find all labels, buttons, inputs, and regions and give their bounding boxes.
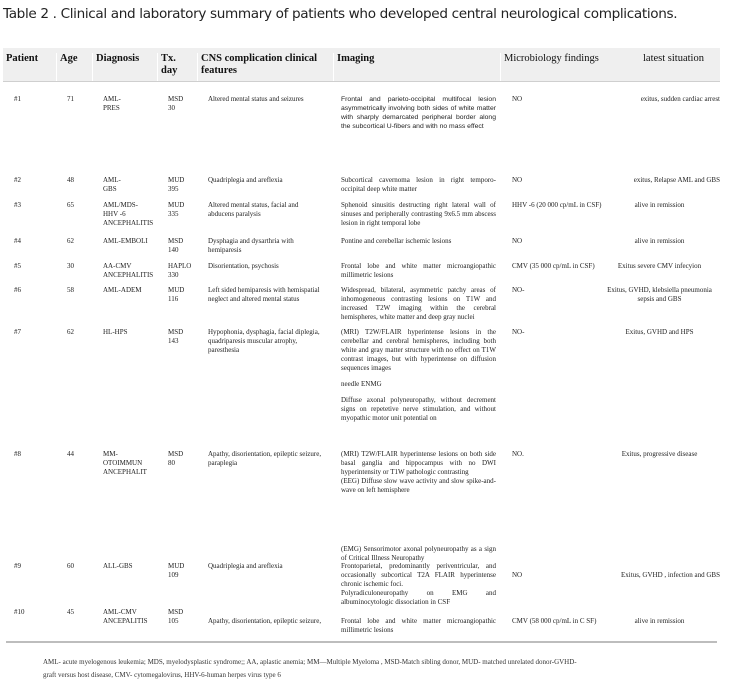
microbiology: HHV -6 (20 000 cp/mL in CSF) [512, 201, 602, 209]
patient-id: #1 [14, 95, 21, 103]
diagnosis: AA-CMV ANCEPHALITIS [103, 262, 154, 279]
cns-features: Disorientation, psychosis [208, 262, 279, 270]
diagnosis: HL-HPS [103, 328, 128, 336]
patient-age: 62 [67, 237, 74, 245]
latest-situation: Exitus, GVHD and HPS [625, 328, 694, 336]
cns-features: Quadriplegia and areflexia [208, 176, 283, 184]
latest-situation: alive in remission [634, 237, 685, 245]
imaging: Frontal lobe and white matter microangiopathic millimetric lesions [341, 262, 496, 279]
imaging: (MRI) T2W/FLAIR hyperintense lesions in the cerebellar and cerebral hemispheres, including both white and gray matter structure with no effect on T1W contrast images, but with hyperintense on diffusion sequences images needle ENMG Diffuse axonal polyneuropathy, without decrement signs on repetetive nerve stimulation, and without myopathic motor unit potential on [341, 328, 496, 422]
header-cns [197, 53, 331, 81]
header-tx-day-line2: day [161, 65, 178, 76]
patient-age: 45 [67, 608, 74, 616]
cns-features: Altered mental status, facial and abducens paralysis [208, 201, 299, 218]
imaging: Subcortical cavernoma lesion in right temporo-occipital deep white matter [341, 176, 496, 193]
tx-day: MUD 395 [168, 176, 185, 193]
microbiology: CMV (58 000 cp/mL in C SF) [512, 617, 597, 625]
header-cns-line2: features [201, 65, 237, 76]
footnote-line-2: graft versus host disease, CMV- cytomegalovirus, HHV-6-human herpes virus type 6 [43, 671, 281, 679]
cns-features: Hypophonia, dysphagia, facial diplegia, quadriparesis muscular atrophy, paresthesia [208, 328, 320, 354]
patient-id: #9 [14, 562, 21, 570]
microbiology: NO [512, 176, 523, 184]
patient-age: 30 [67, 262, 74, 270]
patient-id: #10 [14, 608, 25, 616]
header-age: Age [56, 53, 89, 81]
table-title: Table 2 . Clinical and laboratory summary of patients who developed central neurological complications. [3, 6, 678, 22]
tx-day: MSD 105 [168, 608, 184, 625]
latest-situation: Exitus, GVHD , infection and GBS [621, 571, 720, 579]
imaging: Pontine and cerebellar ischemic lesions [341, 237, 452, 245]
imaging: (MRI) T2W/FLAIR hyperintense lesions on both side basal ganglia and hippocampus with no DWI hyperintensity or T1W pathologic contrasting (EEG) Diffuse slow wave activity and slow spike-and-wave on left hemisphere (EMG) Sensorimotor axonal polyneuropathy as a sign of Critical Illness Neuropathy [341, 450, 496, 562]
latest-situation: exitus, Relapse AML and GBS [633, 176, 720, 184]
patient-id: #3 [14, 201, 21, 209]
cns-features: Left sided hemiparesis with hemispatial neglect and altered mental status [208, 286, 320, 303]
diagnosis: AML-ADEM [103, 286, 142, 294]
microbiology: NO [512, 95, 523, 103]
table-bottom-rule [6, 641, 717, 643]
patient-id: #6 [14, 286, 21, 294]
diagnosis: AML- PRES [103, 95, 121, 112]
tx-day: MSD 140 [168, 237, 184, 254]
imaging: Sphenoid sinusitis destructing right lateral wall of sinuses and peripherally contrasting 9x6.5 mm abscess lesion in right temporal lobe [341, 201, 496, 227]
patient-age: 65 [67, 201, 74, 209]
patient-age: 71 [67, 95, 74, 103]
patient-age: 58 [67, 286, 74, 294]
patient-age: 60 [67, 562, 74, 570]
patient-age: 48 [67, 176, 74, 184]
diagnosis: ALL-GBS [103, 562, 133, 570]
microbiology: NO [512, 237, 523, 245]
tx-day: MUD 109 [168, 562, 185, 579]
cns-features: Apathy, disorientation, epileptic seizure, paraplegia [208, 450, 322, 467]
patient-id: #5 [14, 262, 21, 270]
diagnosis: MM- OTOIMMUN ANCEPHALIT [103, 450, 147, 476]
header-imaging: Imaging [333, 53, 498, 81]
diagnosis: AML/MDS- HHV -6 ANCEPHALITIS [103, 201, 154, 227]
header-patient: Patient [6, 53, 39, 64]
header-microbiology: Microbiology findings [500, 53, 604, 81]
diagnosis: AML- GBS [103, 176, 121, 193]
latest-situation: exitus, sudden cardiac arrest [640, 95, 720, 103]
latest-situation: Exitus, GVHD, klebsiella pneumonia sepsis and GBS [607, 286, 712, 303]
latest-situation: alive in remission [634, 617, 685, 625]
imaging: Widespread, bilateral, asymmetric patchy areas of inhomogeneous contrasting lesions on T1W and increased T2W imaging within the cerebral hemispheres, white matter and deep gray nuclei [341, 286, 496, 321]
imaging: Frontoparietal, predominantly periventricular, and occasionally subcortical T2A FLAIR hyperintense chronic ischemic foci. Polyradiculoneuropathy on EMG and albuminocytologic dissociation in CSF [341, 562, 496, 606]
imaging: Frontal and parieto-occipital multifocal lesion asymmetrically involving both sides of white matter with sharply demarcated peripheral border along the subcortical U-fibers and with no mass effect [341, 96, 496, 130]
microbiology: NO [512, 571, 523, 579]
latest-situation: Exitus severe CMV infecyion [617, 262, 702, 270]
patient-id: #4 [14, 237, 21, 245]
tx-day: MUD 335 [168, 201, 185, 218]
patient-id: #2 [14, 176, 21, 184]
table-footnote [43, 656, 703, 682]
cns-features: Dysphagia and dysarthria with hemiparesis [208, 237, 294, 254]
microbiology: NO- [512, 328, 525, 336]
diagnosis: AML-CMV ANCEPALITIS [103, 608, 148, 625]
tx-day: MSD 30 [168, 95, 184, 112]
patient-id: #8 [14, 450, 21, 458]
patient-age: 62 [67, 328, 74, 336]
tx-day: HAPLO 330 [168, 262, 192, 279]
header-tx-day-line1: Tx. [161, 53, 176, 64]
header-latest: latest situation [643, 53, 704, 64]
microbiology: NO- [512, 286, 525, 294]
imaging: Frontal lobe and white matter microangiopathic millimetric lesions [341, 617, 496, 634]
tx-day: MSD 80 [168, 450, 184, 467]
header-diagnosis: Diagnosis [92, 53, 154, 81]
header-cns-line1: CNS complication clinical [201, 53, 318, 64]
table-header-row [3, 48, 720, 82]
patient-age: 44 [67, 450, 74, 458]
microbiology: NO. [512, 450, 524, 458]
cns-features: Altered mental status and seizures [208, 95, 304, 103]
footnote-line-1: AML- acute myelogenous leukemia; MDS, myelodysplastic syndrome;; AA, aplastic anemia; MM—Multiple Myeloma , MSD-Match sibling donor, MUD- matched unrelated donor-GVHD- [43, 658, 577, 666]
latest-situation: alive in remission [634, 201, 685, 209]
diagnosis: AML-EMBOLI [103, 237, 148, 245]
tx-day: MUD 116 [168, 286, 185, 303]
header-tx-day [157, 53, 194, 81]
latest-situation: Exitus, progressive disease [621, 450, 698, 458]
cns-features: Quadriplegia and areflexia [208, 562, 283, 570]
patient-id: #7 [14, 328, 21, 336]
cns-features: Apathy, disorientation, epileptic seizure, [208, 617, 322, 625]
microbiology: CMV (35 000 cp/mL in CSF) [512, 262, 595, 270]
tx-day: MSD 143 [168, 328, 184, 345]
